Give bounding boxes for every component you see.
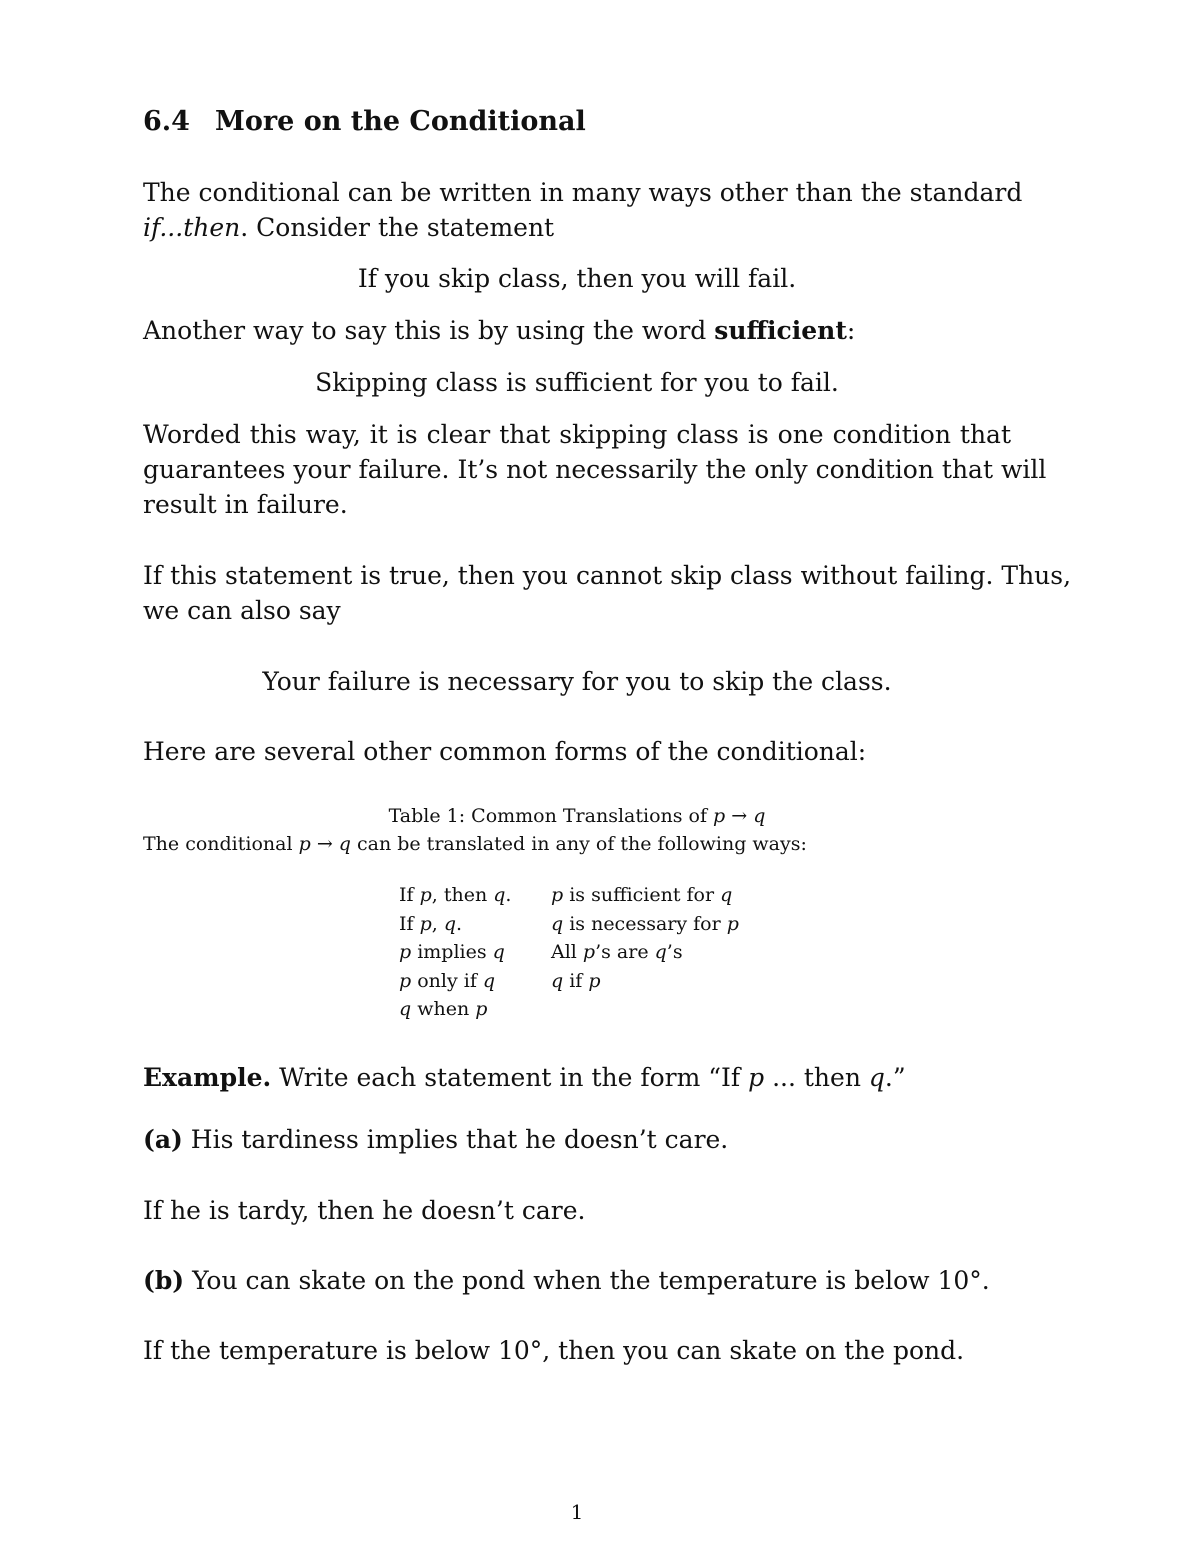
table-text: All	[551, 941, 583, 963]
table-variable: p	[399, 941, 412, 963]
table-text: is sufficient for	[563, 884, 721, 906]
page-number: 1	[570, 1500, 584, 1524]
sufficient-intro-before: Another way to say this is by using the word	[143, 316, 715, 345]
worded-line-2: guarantees your failure. It’s not necessarily the only condition that will	[143, 455, 1047, 484]
table-cell-right	[551, 881, 732, 910]
table-text: .	[505, 884, 512, 906]
section-heading	[143, 106, 586, 138]
thus-line-1: If this statement is true, then you cannot skip class without failing. Thus,	[143, 561, 1072, 590]
table-text: ’s	[666, 941, 683, 963]
desc-arrow: →	[316, 833, 333, 855]
table-row	[399, 938, 739, 967]
worded-line-3: result in failure.	[143, 490, 348, 519]
statement-sufficient: Skipping class is sufficient for you to fail.	[315, 368, 839, 397]
translations-table	[399, 881, 739, 1024]
prompt-p: p	[748, 1063, 765, 1092]
table-variable: p	[726, 912, 739, 935]
table-cell-right	[551, 910, 739, 939]
section-number: 6.4	[143, 106, 190, 137]
example-b	[143, 1265, 990, 1297]
table-text: If	[399, 912, 420, 935]
section-title: More on the Conditional	[215, 106, 586, 137]
caption-arrow: →	[731, 805, 748, 827]
table-text: if	[563, 969, 589, 992]
table-cell-right	[551, 938, 683, 967]
table-variable: q	[399, 998, 412, 1020]
table-description	[143, 831, 807, 857]
table-cell-left	[399, 938, 551, 967]
thus-line-2: we can also say	[143, 596, 341, 625]
table-variable: q	[551, 912, 564, 935]
intro-line-2	[143, 212, 554, 244]
table-variable: p	[475, 998, 488, 1020]
statement-skip-class: If you skip class, then you will fail.	[357, 264, 797, 293]
table-variable: q	[654, 941, 667, 963]
table-desc-after: can be translated in any of the following ways:	[350, 833, 807, 855]
table-variable: p	[419, 912, 432, 935]
table-variable: q	[720, 884, 733, 906]
table-variable: p	[582, 941, 596, 963]
example-a-answer: If he is tardy, then he doesn’t care.	[143, 1196, 586, 1225]
table-variable: p	[419, 884, 432, 906]
caption-q: q	[753, 805, 766, 827]
prompt-middle: ... then	[764, 1063, 869, 1092]
worded-line-1: Worded this way, it is clear that skipping class is one condition that	[143, 420, 1011, 449]
table-caption-prefix: Table 1: Common Translations of	[388, 805, 714, 827]
table-variable: q	[482, 969, 496, 992]
prompt-after: .”	[884, 1063, 906, 1092]
table-text: .	[456, 912, 463, 935]
table-text: when	[411, 998, 476, 1020]
table-row	[399, 995, 739, 1024]
table-caption	[143, 803, 1011, 829]
sufficient-intro-after: :	[846, 316, 856, 345]
intro-line-1: The conditional can be written in many ways other than the standard	[143, 178, 1023, 207]
table-variable: q	[493, 884, 506, 906]
table-row	[399, 910, 739, 939]
table-text: is necessary for	[563, 912, 727, 935]
caption-p: p	[713, 805, 726, 827]
forms-intro: Here are several other common forms of the conditional:	[143, 737, 867, 766]
example-a	[143, 1124, 728, 1156]
table-variable: q	[551, 969, 564, 992]
table-text: only if	[411, 969, 483, 992]
table-cell-left	[399, 910, 551, 939]
sufficient-intro	[143, 315, 855, 347]
example-prompt	[143, 1062, 906, 1094]
sufficient-bold: sufficient	[714, 316, 847, 345]
desc-q: q	[338, 833, 351, 855]
table-cell-left	[399, 967, 551, 996]
statement-necessary: Your failure is necessary for you to skip the class.	[262, 667, 892, 696]
example-b-text: You can skate on the pond when the temperature is below 10°.	[184, 1266, 990, 1295]
example-a-label: (a)	[143, 1125, 183, 1154]
if-then-italic: if...then	[143, 213, 241, 242]
example-b-label: (b)	[143, 1266, 185, 1295]
desc-p: p	[298, 833, 311, 855]
example-b-answer: If the temperature is below 10°, then you can skate on the pond.	[143, 1336, 965, 1365]
table-cell-left	[399, 995, 551, 1024]
example-label: Example.	[143, 1063, 272, 1092]
table-variable: q	[492, 941, 505, 963]
table-text: If	[399, 884, 420, 906]
table-variable: p	[588, 969, 601, 992]
table-text: implies	[411, 941, 493, 963]
table-cell-right	[551, 967, 601, 996]
example-prompt-before: Write each statement in the form “If	[271, 1063, 749, 1092]
table-row	[399, 967, 739, 996]
table-variable: q	[443, 912, 457, 935]
table-text: , then	[431, 884, 494, 906]
table-desc-before: The conditional	[143, 833, 299, 855]
prompt-q: q	[868, 1063, 885, 1092]
table-text: ,	[431, 912, 444, 935]
table-variable: p	[551, 884, 564, 906]
intro-line-2-rest: . Consider the statement	[240, 213, 555, 242]
table-cell-left	[399, 881, 551, 910]
table-text: ’s are	[595, 941, 655, 963]
document-page	[143, 0, 1072, 1553]
table-row	[399, 881, 739, 910]
table-variable: p	[399, 969, 412, 992]
example-a-text: His tardiness implies that he doesn’t care.	[182, 1125, 729, 1154]
